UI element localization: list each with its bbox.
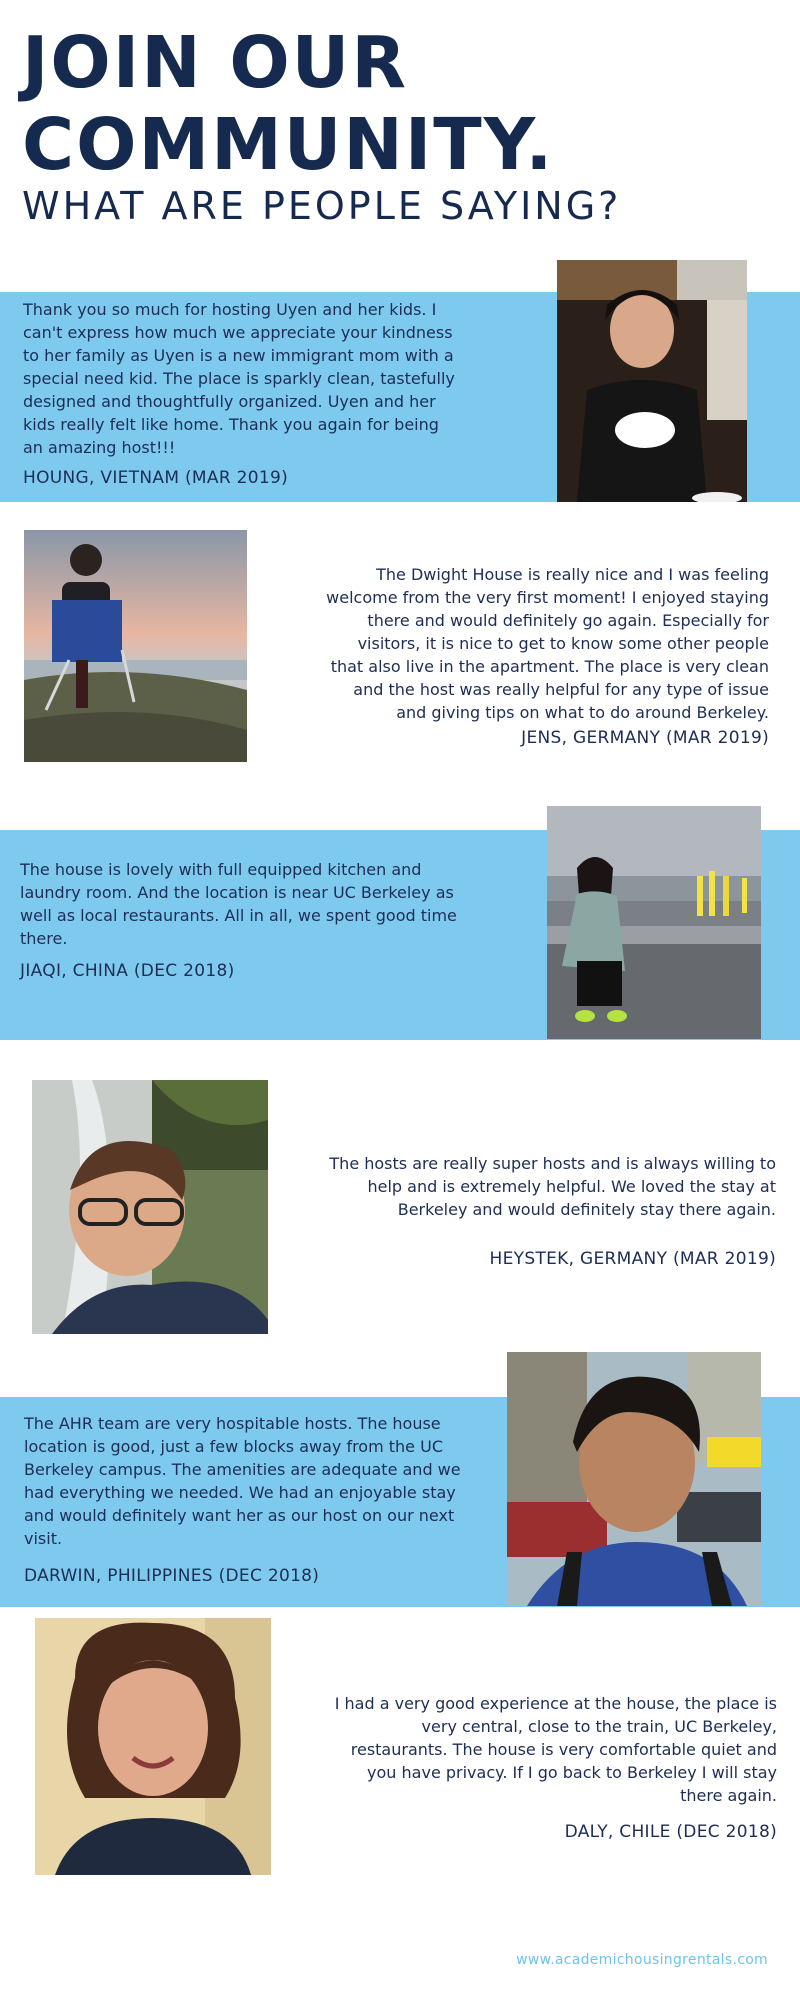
testimonial-4 [320,1152,776,1270]
testimonial-2 [325,563,769,749]
guest-photo-houng [557,260,747,502]
testimonial-1-text: Thank you so much for hosting Uyen and her kids. I can't express how much we appreciate your kindness to her family as Uyen is a new immigrant mom with a special need kid. The place is sparkly clean, tastefully designed and thoughtfully organized. Uyen and her kids really felt like home. Thank you again for being an amazing host!!! [23,300,455,457]
website-link[interactable]: www.academichousingrentals.com [516,1952,768,1968]
testimonial-2-text: The Dwight House is really nice and I was feeling welcome from the very first moment! I enjoyed staying there and would definitely go again. Especially for visitors, it is nice to get to know some other people that also live in the apartment. The place is very clean and the host was really helpful for any type of issue and giving tips on what to do around Berkeley. [326,565,769,722]
title-line-1: JOIN OUR [22,21,409,104]
page-subtitle: WHAT ARE PEOPLE SAYING? [22,184,622,228]
page-title [22,22,554,186]
title-line-2: COMMUNITY. [22,103,555,186]
testimonial-1-author: HOUNG, VIETNAM (MAR 2019) [23,468,289,488]
testimonial-2-author: JENS, GERMANY (MAR 2019) [521,728,769,748]
testimonial-1 [23,298,458,489]
testimonial-3 [20,858,470,982]
testimonial-4-text: The hosts are really super hosts and is always willing to help and is extremely helpful. We loved the stay at Berkeley and would definitely stay there again. [329,1154,776,1219]
guest-photo-heystek [32,1080,268,1334]
testimonial-5-author: DARWIN, PHILIPPINES (DEC 2018) [24,1566,320,1586]
testimonial-6-author: DALY, CHILE (DEC 2018) [564,1822,777,1842]
testimonial-6-text: I had a very good experience at the house, the place is very central, close to the train, UC Berkeley, restaurants. The house is very comfortable quiet and you have privacy. If I go back to Berkeley I will stay there again. [334,1694,777,1805]
testimonial-5 [24,1412,474,1587]
testimonial-3-author: JIAQI, CHINA (DEC 2018) [20,961,235,981]
guest-photo-darwin [507,1352,761,1606]
guest-photo-jiaqi [547,806,761,1039]
testimonial-5-text: The AHR team are very hospitable hosts. The house location is good, just a few blocks away from the UC Berkeley campus. The amenities are adequate and we had everything we needed. We had an enjoyable stay and would definitely want her as our host on our next visit. [24,1414,461,1548]
testimonial-3-text: The house is lovely with full equipped kitchen and laundry room. And the location is near UC Berkeley as well as local restaurants. All in all, we spent good time there. [20,860,457,948]
testimonial-6 [325,1692,777,1843]
guest-photo-jens [24,530,247,762]
guest-photo-daly [35,1618,271,1875]
testimonial-4-author: HEYSTEK, GERMANY (MAR 2019) [489,1249,776,1269]
